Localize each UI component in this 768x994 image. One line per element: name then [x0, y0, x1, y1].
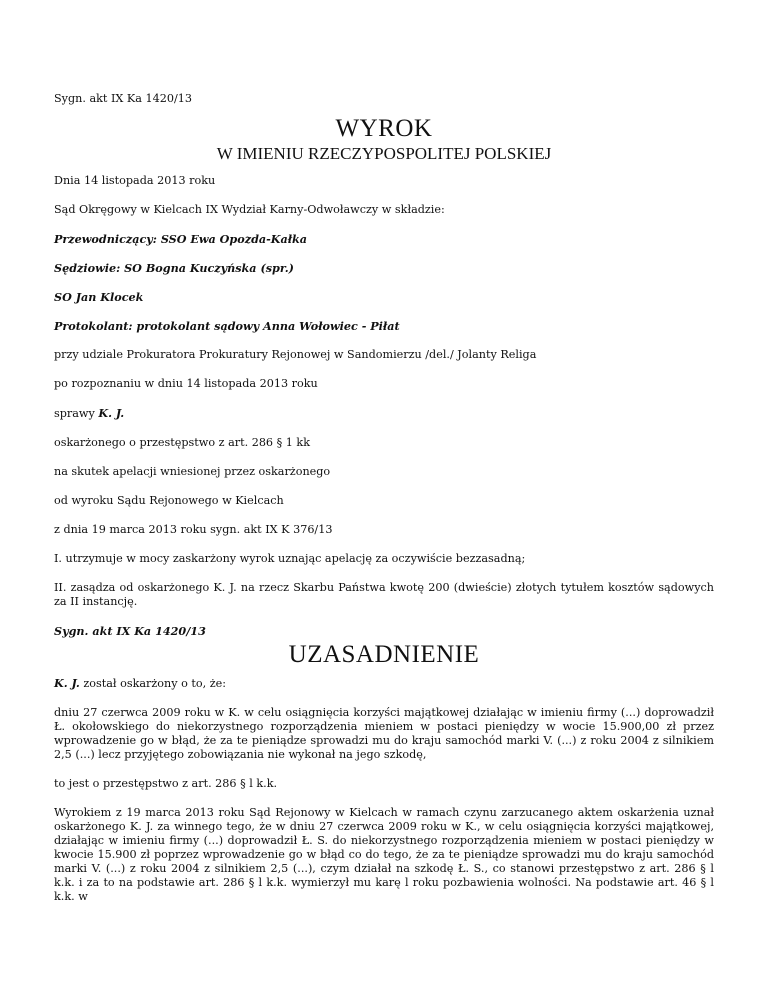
charge-description: dniu 27 czerwca 2009 roku w K. w celu osiągnięcia korzyści majątkowej działając w imieniu firmy (...) doprowadził Ł. okołowskiego do niekorzystnego rozporządzenia mieniem w postaci pieniędzy w wocie 15.900,00 zł przez wprowadzenie go w błąd, że za te pieniądze sprowadzi mu do kraju samochód marki V. (...) z roku 2004 z silnikiem 2,5 (...) lecz przyjętego zobowiązania nie wykonał na jego szkodę, — [54, 706, 714, 761]
document-subtitle: W IMIENIU RZECZYPOSPOLITEJ POLSKIEJ — [216, 144, 552, 163]
ruling-point-1: I. utrzymuje w mocy zaskarżony wyrok uznając apelację za oczywiście bezzasadną; — [54, 552, 526, 565]
court-composition: Sąd Okręgowy w Kielcach IX Wydział Karny-Odwoławczy w składzie: — [54, 203, 445, 216]
case-name: K. J. — [98, 406, 125, 420]
accused-name: K. J. — [54, 676, 80, 690]
judges: Sędziowie: SO Bogna Kuczyńska (spr.) — [54, 261, 294, 275]
lower-court-line: od wyroku Sądu Rejonowego w Kielcach — [54, 494, 284, 507]
second-judge: SO Jan Klocek — [54, 290, 144, 304]
charge-line: oskarżonego o przestępstwo z art. 286 § 1 kk — [54, 436, 310, 449]
presiding-judge: Przewodniczący: SSO Ewa Opozda-Kałka — [54, 232, 308, 246]
justification-title: UZASADNIENIE — [288, 641, 480, 668]
case-line — [54, 406, 714, 421]
justification-signature: Sygn. akt IX Ka 1420/13 — [54, 624, 206, 638]
appeal-line: na skutek apelacji wniesionej przez oskarżonego — [54, 465, 331, 478]
offence-line: to jest o przestępstwo z art. 286 § l k.k. — [54, 777, 278, 790]
ruling-description: Wyrokiem z 19 marca 2013 roku Sąd Rejonowy w Kielcach w ramach czynu zarzucanego aktem oskarżenia uznał oskarżonego K. J. za winnego tego, że w dniu 27 czerwca 2009 roku w K., w celu osiągnięcia korzyści majątkowej, działając w imieniu firmy (...) doprowadził Ł. S. do niekorzystnego rozporządzenia mieniem w postaci pieniędzy w kwocie 15.900 zł poprzez wprowadzenie go w błąd co do tego, że za te pieniądze sprowadzi mu do kraju samochód marki V. (...) z roku 2004 z silnikiem 2,5 (...), czym działał na szkodę Ł. S., co stanowi przestępstwo z art. 286 § l k.k. i za to na podstawie art. 286 § l k.k. wymierzył mu karę l roku pozbawienia wolności. Na podstawie art. 46 § l k.k. w — [54, 806, 714, 903]
prosecutor-line: przy udziale Prokuratora Prokuratury Rejonowej w Sandomierzu /del./ Jolanty Religa — [54, 348, 537, 361]
hearing-line: po rozpoznaniu w dniu 14 listopada 2013 roku — [54, 377, 318, 390]
verdict-date: Dnia 14 listopada 2013 roku — [54, 174, 216, 187]
accused-rest: został oskarżony o to, że: — [79, 677, 227, 690]
case-prefix: sprawy — [54, 407, 99, 420]
document-title: WYROK — [335, 115, 433, 142]
ruling-point-2: II. zasądza od oskarżonego K. J. na rzecz Skarbu Państwa kwotę 200 (dwieście) złotych tytułem kosztów sądowych za II instancję. — [54, 581, 714, 608]
case-signature: Sygn. akt IX Ka 1420/13 — [54, 92, 192, 105]
judgment-date-line: z dnia 19 marca 2013 roku sygn. akt IX K 376/13 — [54, 523, 333, 536]
court-clerk: Protokolant: protokolant sądowy Anna Wołowiec - Piłat — [54, 319, 400, 333]
accused-line — [54, 676, 714, 691]
